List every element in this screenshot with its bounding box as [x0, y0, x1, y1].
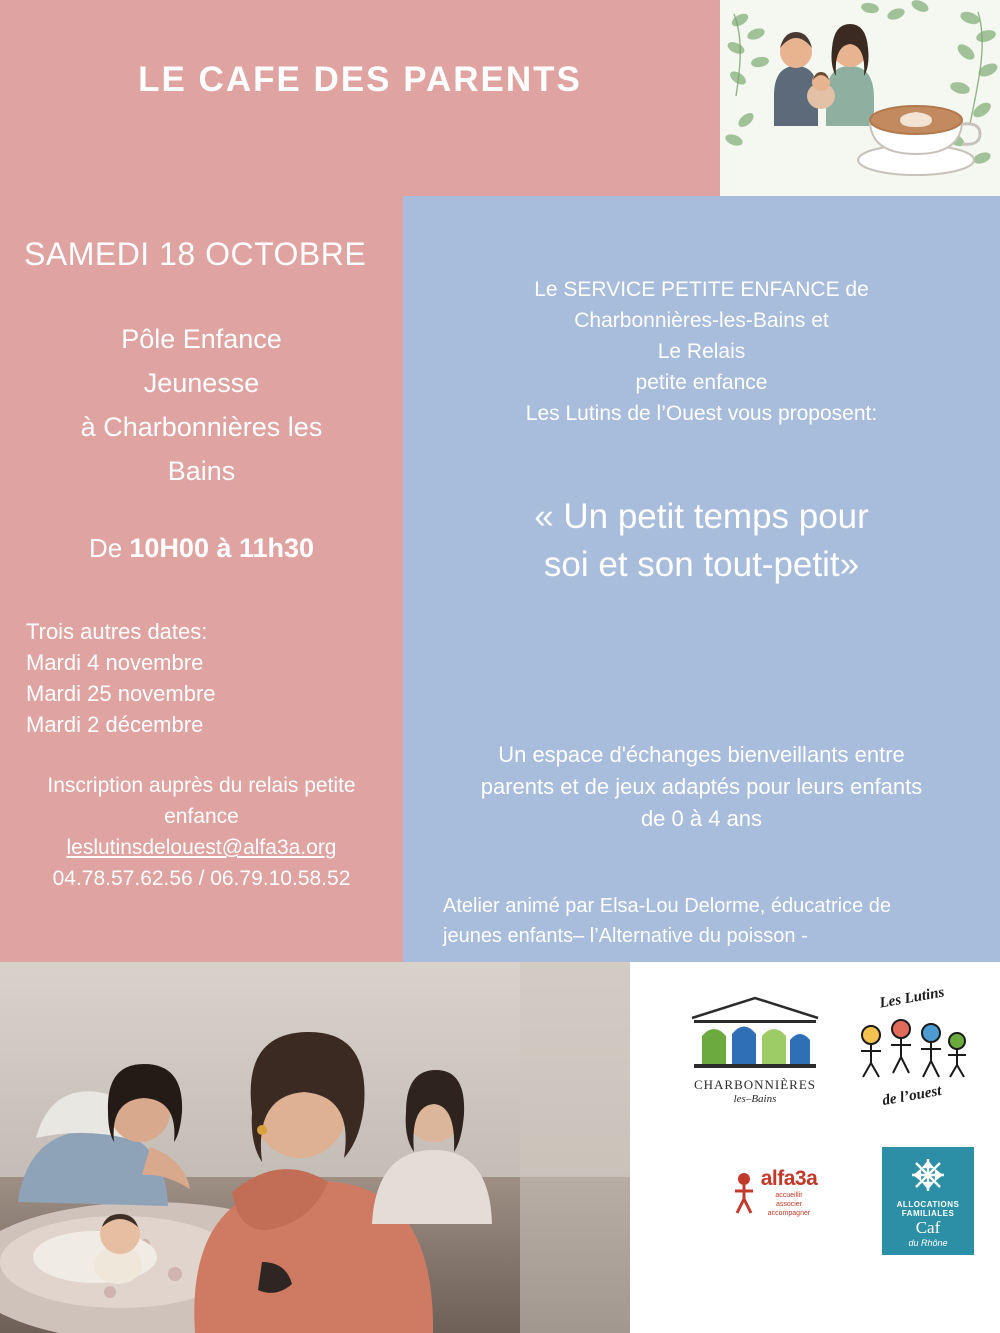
organizers-block	[429, 274, 974, 429]
logo-les-lutins-de-l-ouest	[848, 984, 976, 1116]
description-line-1: Un espace d'échanges bienveillants entre	[498, 742, 905, 767]
animator-line-2: jeunes enfants– l’Alternative du poisson -	[443, 925, 808, 947]
alfa3a-figure-icon	[727, 1171, 761, 1215]
event-venue	[30, 317, 373, 493]
organizer-line-1: Le SERVICE PETITE ENFANCE de	[534, 278, 869, 301]
caf-line-1: ALLOCATIONS	[896, 1200, 960, 1209]
caf-star-icon	[908, 1155, 948, 1195]
event-slogan	[429, 493, 974, 589]
contact-phones: 04.78.57.62.56 / 06.79.10.58.52	[52, 867, 351, 890]
charbonnieres-name: CHARBONNIÈRES	[693, 1077, 817, 1092]
organizer-line-5: Les Lutins de l’Ouest vous proposent:	[525, 402, 878, 425]
venue-line-2: Jeunesse	[143, 368, 260, 398]
registration-line-2: enfance	[164, 805, 239, 828]
caf-line-2: FAMILIALES	[901, 1209, 955, 1218]
hours-prefix: De	[88, 533, 130, 563]
charbonnieres-arches-icon	[680, 992, 830, 1070]
slogan-line-2: soi et son tout-petit»	[543, 545, 860, 584]
parents-and-baby-photo-icon	[0, 962, 630, 1333]
other-dates-title: Trois autres dates:	[26, 619, 208, 644]
partner-logos	[630, 962, 1000, 1333]
description-line-2: parents et de jeux adaptés pour leurs enfants	[480, 774, 923, 799]
logo-charbonnieres	[680, 992, 830, 1112]
event-photo	[0, 962, 630, 1333]
event-date: SAMEDI 18 OCTOBRE	[24, 236, 367, 272]
slogan-line-1: « Un petit temps pour	[534, 497, 869, 536]
registration-line-1: Inscription auprès du relais petite	[47, 774, 356, 797]
alfa3a-name: alfa3a	[760, 1167, 818, 1190]
animator-info	[429, 891, 974, 951]
event-description	[429, 739, 974, 835]
lutins-top-text: Les Lutins	[878, 984, 946, 1012]
venue-line-4: Bains	[167, 456, 236, 486]
contact-email[interactable]: leslutinsdelouest@alfa3a.org	[66, 836, 337, 859]
other-date-item: Mardi 4 novembre	[26, 650, 204, 675]
venue-line-3: à Charbonnières les	[80, 412, 323, 442]
event-details-panel	[0, 196, 403, 962]
poster-header	[0, 0, 1000, 196]
organizer-line-4: petite enfance	[635, 371, 768, 394]
charbonnieres-subtitle: les–Bains	[733, 1093, 777, 1105]
registration-block	[20, 770, 383, 894]
header-illustration	[720, 0, 1000, 196]
family-coffee-illustration-icon	[720, 0, 1000, 196]
organizer-line-2: Charbonnières-les-Bains et	[574, 309, 829, 332]
alfa3a-sub-2: associer	[775, 1201, 803, 1208]
description-panel	[403, 196, 1000, 962]
logo-caf-du-rhone	[882, 1147, 974, 1255]
caf-line-4: du Rhône	[908, 1238, 948, 1248]
description-line-3: de 0 à 4 ans	[640, 806, 763, 831]
animator-line-1: Atelier animé par Elsa-Lou Delorme, éducatrice de	[443, 895, 891, 917]
other-date-item: Mardi 25 novembre	[26, 681, 216, 706]
other-dates-block	[26, 616, 383, 740]
event-hours	[20, 533, 383, 564]
lutins-bottom-text: de l’ouest	[881, 1082, 943, 1110]
page-title: LE CAFE DES PARENTS	[138, 60, 582, 99]
organizer-line-3: Le Relais	[657, 340, 746, 363]
alfa3a-sub-3: accompagner	[767, 1210, 811, 1217]
lutins-children-icon	[849, 1007, 975, 1083]
venue-line-1: Pôle Enfance	[121, 324, 282, 354]
other-date-item: Mardi 2 décembre	[26, 712, 204, 737]
alfa3a-sub-1: accueillir	[775, 1192, 803, 1199]
hours-value: 10H00 à 11h30	[129, 533, 315, 563]
logo-alfa3a	[712, 1167, 832, 1237]
caf-line-3: Caf	[915, 1218, 941, 1237]
